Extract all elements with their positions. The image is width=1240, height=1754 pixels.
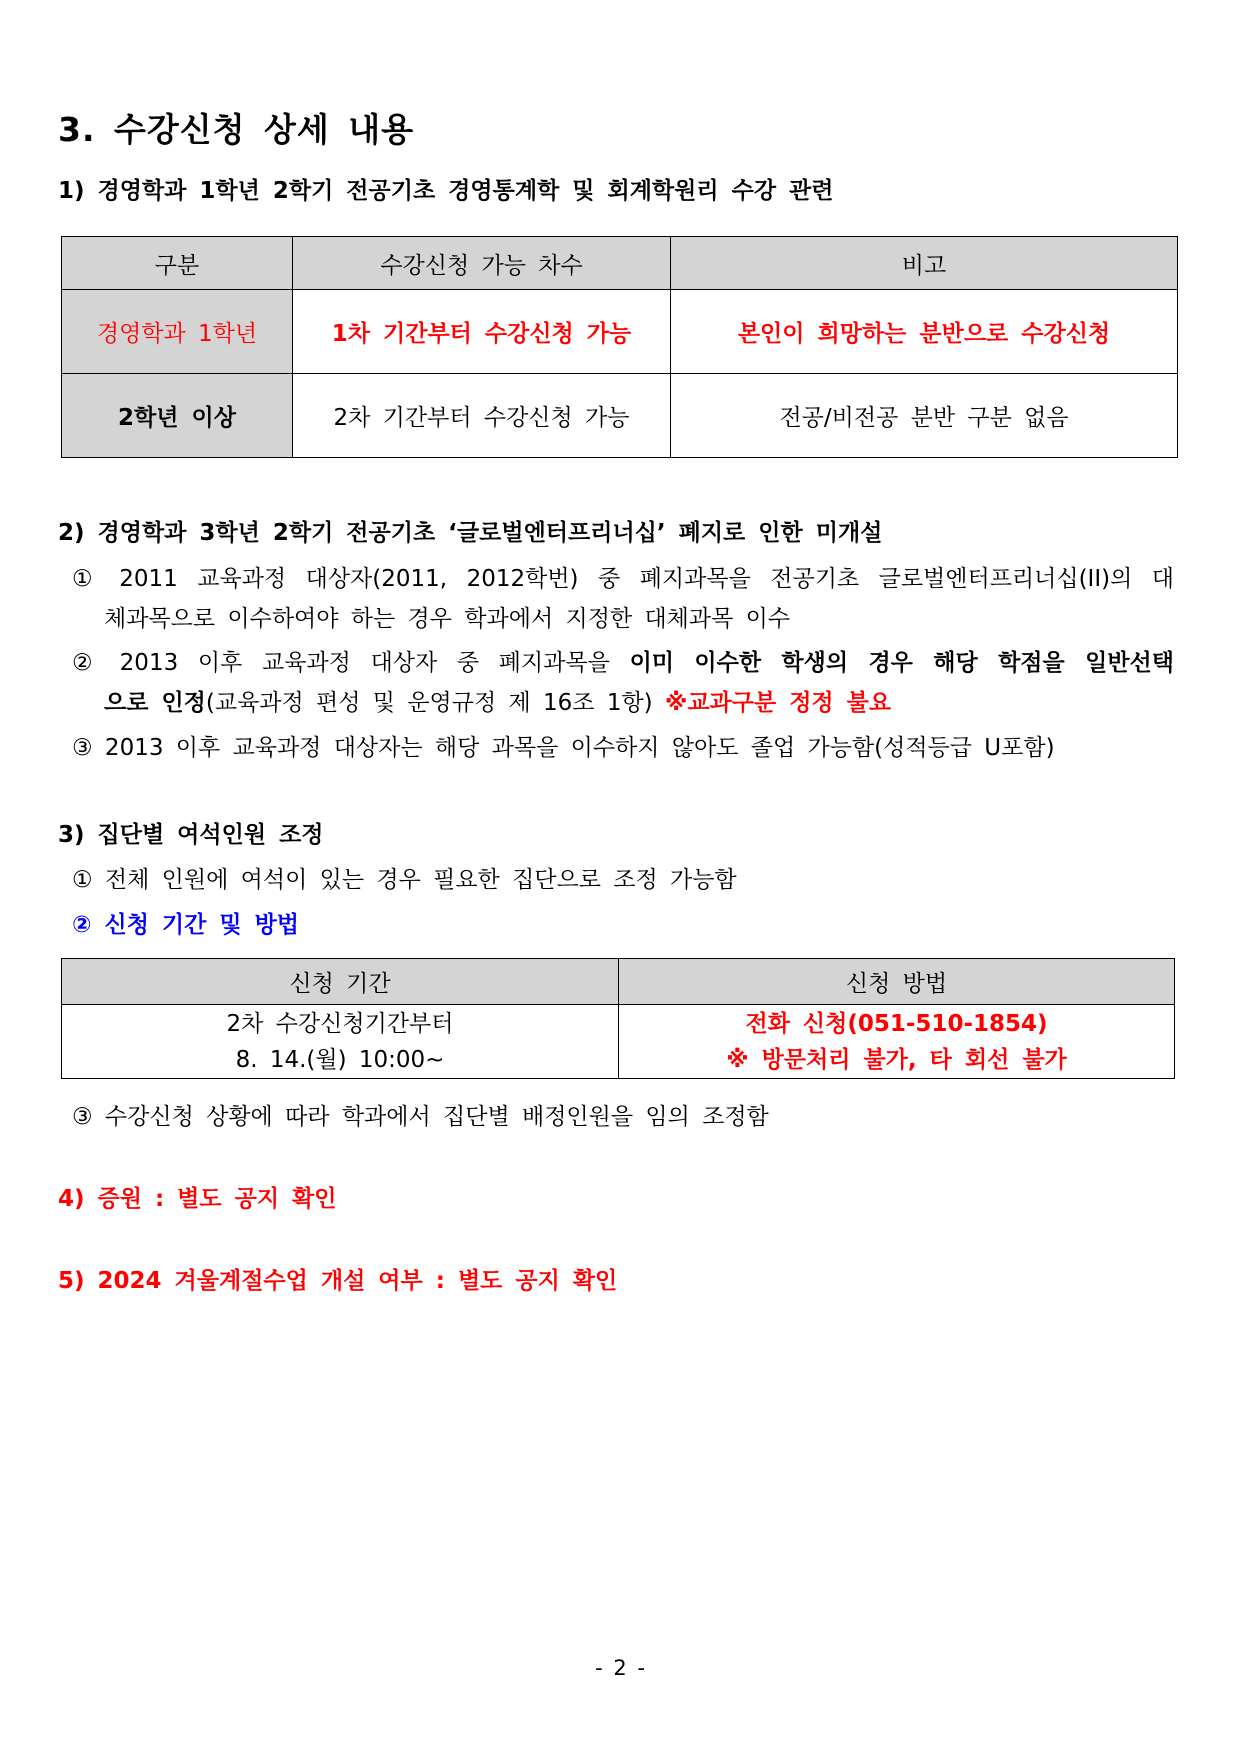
s1-heading: 1) 경영학과 1학년 2학기 전공기초 경영통계학 및 회계학원리 수강 관련 — [58, 178, 834, 204]
table-cell: 전공/비전공 분반 구분 없음 — [671, 374, 1178, 458]
table-cell — [62, 1005, 619, 1079]
s3-table — [61, 958, 1175, 1079]
table-cell: 경영학과 1학년 — [62, 290, 293, 374]
s2-item2-line1: ② 2013 이후 교육과정 대상자 중 폐지과목을 이미 이수한 학생의 경우 해당 학점을 일반선택 — [72, 650, 1174, 676]
s3-item1: ① 전체 인원에 여석이 있는 경우 필요한 집단으로 조정 가능함 — [72, 867, 737, 893]
s2-item2-line2: 으로 인정(교육과정 편성 및 운영규정 제 16조 1항) ※교과구분 정정 불요 — [104, 690, 892, 716]
s1-table-header: 비고 — [671, 237, 1178, 290]
s1-table-header-row — [62, 237, 1178, 290]
table-cell: 2학년 이상 — [62, 374, 293, 458]
s3-table-header-row — [62, 959, 1175, 1005]
s1-table — [61, 236, 1178, 458]
s1-table-header: 수강신청 가능 차수 — [293, 237, 671, 290]
method-line1: 전화 신청(051-510-1854) — [745, 1010, 1048, 1037]
s3-heading: 3) 집단별 여석인원 조정 — [58, 822, 324, 848]
table-row — [62, 290, 1178, 374]
s2-heading: 2) 경영학과 3학년 2학기 전공기초 ‘글로벌엔터프리너십’ 폐지로 인한 미개설 — [58, 520, 883, 546]
s2-item1-line1: ① 2011 교육과정 대상자(2011, 2012학번) 중 폐지과목을 전공기초 글로벌엔터프리너십(II)의 대 — [72, 566, 1174, 592]
section-title: 3. 수강신청 상세 내용 — [58, 110, 414, 149]
table-row — [62, 1005, 1175, 1079]
page-number: - 2 - — [595, 1656, 645, 1680]
method-line2: ※ 방문처리 불가, 타 회선 불가 — [726, 1046, 1067, 1073]
table-cell: 2차 기간부터 수강신청 가능 — [293, 374, 671, 458]
s5-heading: 5) 2024 겨울계절수업 개설 여부 : 별도 공지 확인 — [58, 1268, 618, 1294]
s4-heading: 4) 증원 : 별도 공지 확인 — [58, 1186, 337, 1212]
table-cell: 1차 기간부터 수강신청 가능 — [293, 290, 671, 374]
table-cell: 본인이 희망하는 분반으로 수강신청 — [671, 290, 1178, 374]
s2-item1-line2: 체과목으로 이수하여야 하는 경우 학과에서 지정한 대체과목 이수 — [104, 606, 791, 632]
period-line1: 2차 수강신청기간부터 — [226, 1010, 454, 1037]
period-line2: 8. 14.(월) 10:00~ — [235, 1046, 445, 1073]
s1-table-header: 구분 — [62, 237, 293, 290]
s3-table-header: 신청 기간 — [62, 959, 619, 1005]
s3-item3: ③ 수강신청 상황에 따라 학과에서 집단별 배정인원을 임의 조정함 — [72, 1104, 769, 1130]
s2-item3: ③ 2013 이후 교육과정 대상자는 해당 과목을 이수하지 않아도 졸업 가능함(성적등급 U포함) — [72, 735, 1055, 761]
s3-table-header: 신청 방법 — [619, 959, 1175, 1005]
s2-item2-note: ※교과구분 정정 불요 — [664, 690, 892, 716]
table-cell — [619, 1005, 1175, 1079]
s3-item2: ② 신청 기간 및 방법 — [72, 912, 300, 938]
table-row — [62, 374, 1178, 458]
